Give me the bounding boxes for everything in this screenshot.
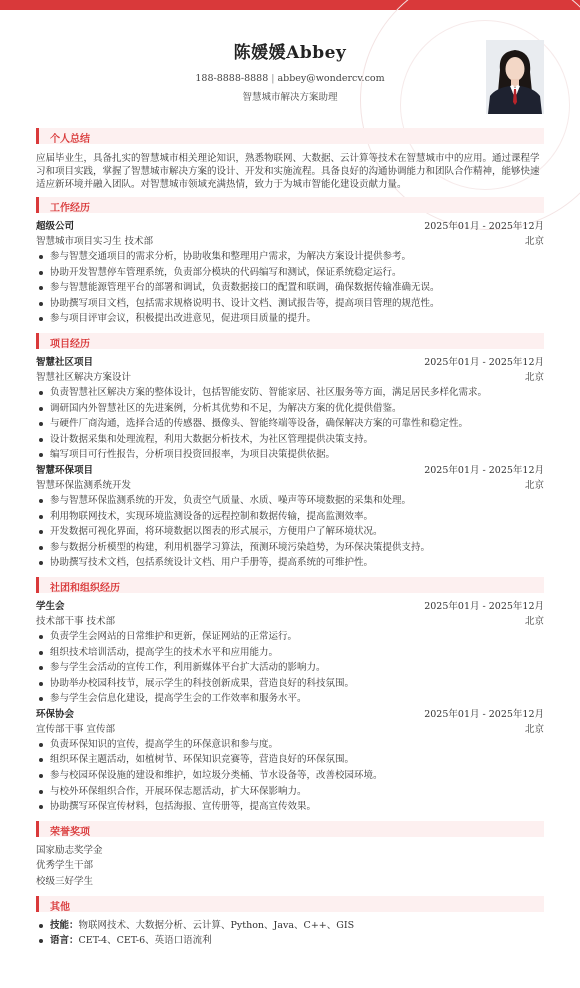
list-item: 组织环保主题活动，如植树节、环保知识竞赛等，营造良好的环保氛围。 — [36, 752, 544, 768]
list-item: 组织技术培训活动，提高学生的技术水平和应用能力。 — [36, 645, 544, 661]
list-item: 负责智慧社区解决方案的整体设计，包括智能安防、智能家居、社区服务等方面，满足居民多样化需求。 — [36, 385, 544, 401]
role: 智慧环保监测系统开发 — [36, 479, 132, 491]
award-item: 校级三好学生 — [36, 876, 94, 888]
language-value: CET-4、CET-6、英语口语流利 — [78, 935, 212, 947]
list-item: 利用物联网技术，实现环境监测设备的远程控制和数据传输，提高监测效率。 — [36, 509, 544, 525]
entry-subheader — [36, 722, 544, 737]
location: 北京 — [524, 723, 544, 735]
project-entry — [36, 463, 544, 571]
location: 北京 — [524, 479, 544, 491]
phone-number: 188-8888-8888 — [195, 73, 269, 84]
organization: 环保协会 — [36, 708, 75, 720]
other-list — [36, 918, 544, 949]
list-item: 参与校园环保设施的建设和维护，如垃圾分类桶、节水设备等，改善校园环境。 — [36, 768, 544, 784]
language-item — [36, 933, 544, 949]
role: 智慧城市项目实习生 技术部 — [36, 236, 154, 247]
skills-label: 技能： — [50, 919, 79, 931]
entry-header — [36, 463, 544, 478]
bullet-list — [36, 249, 544, 327]
bullet-list — [36, 493, 544, 571]
job-title: 智慧城市解决方案助理 — [242, 92, 338, 103]
role: 技术部干事 技术部 — [36, 615, 116, 627]
avatar-photo-icon — [486, 40, 544, 114]
bullet-list — [36, 629, 544, 707]
section-title: 其他 — [50, 901, 70, 913]
list-item: 协助举办校园科技节，展示学生的科技创新成果，营造良好的科技氛围。 — [36, 676, 544, 692]
email-address: abbey@wondercv.com — [277, 73, 385, 84]
contact-separator: | — [271, 73, 275, 84]
award-item: 优秀学生干部 — [36, 860, 94, 872]
list-item: 参与数据分析模型的构建，利用机器学习算法，预测环境污染趋势，为环保决策提供支持。 — [36, 540, 544, 556]
location: 北京 — [524, 615, 544, 627]
skills-item — [36, 918, 544, 934]
award-item: 国家励志奖学金 — [36, 844, 103, 856]
location: 北京 — [524, 236, 544, 247]
section-title: 荣誉奖项 — [50, 826, 90, 838]
entry-subheader — [36, 234, 544, 249]
date-range: 2025年01月 - 2025年12月 — [424, 600, 544, 612]
list-item: 参与学生会活动的宣传工作，利用新媒体平台扩大活动的影响力。 — [36, 660, 544, 676]
list-item: 与校外环保组织合作，开展环保志愿活动，扩大环保影响力。 — [36, 784, 544, 800]
section-title: 项目经历 — [50, 338, 90, 350]
list-item: 调研国内外智慧社区的先进案例，分析其优势和不足，为解决方案的优化提供借鉴。 — [36, 401, 544, 417]
bullet-list — [36, 737, 544, 815]
entry-header — [36, 355, 544, 370]
list-item: 与硬件厂商沟通，选择合适的传感器、摄像头、智能终端等设备，确保解决方案的可靠性和稳定性。 — [36, 416, 544, 432]
list-item: 编写项目可行性报告，分析项目投资回报率，为项目决策提供依据。 — [36, 447, 544, 463]
section-header-activities — [36, 577, 544, 593]
organization: 智慧环保项目 — [36, 464, 94, 476]
list-item: 参与智慧环保监测系统的开发，负责空气质量、水质、噪声等环境数据的采集和处理。 — [36, 493, 544, 509]
section-title: 工作经历 — [50, 203, 90, 214]
section-header-work — [36, 197, 544, 213]
date-range: 2025年01月 - 2025年12月 — [424, 708, 544, 720]
activity-entry — [36, 707, 544, 815]
list-item: 负责环保知识的宣传，提高学生的环保意识和参与度。 — [36, 737, 544, 753]
awards-list — [36, 843, 544, 890]
list-item: 协助撰写环保宣传材料，包括海报、宣传册等，提高宣传效果。 — [36, 799, 544, 815]
entry-subheader — [36, 370, 544, 385]
skills-value: 物联网技术、大数据分析、云计算、Python、Java、C++、GIS — [78, 919, 355, 931]
entry-header — [36, 219, 544, 234]
date-range: 2025年01月 - 2025年12月 — [424, 356, 544, 368]
section-header-projects — [36, 333, 544, 349]
resume-body — [36, 124, 544, 949]
entry-subheader — [36, 614, 544, 629]
project-entry — [36, 355, 544, 463]
list-item: 参与智慧交通项目的需求分析，协助收集和整理用户需求，为解决方案设计提供参考。 — [36, 249, 544, 265]
summary-text: 应届毕业生，具备扎实的智慧城市相关理论知识，熟悉物联网、大数据、云计算等技术在智慧城市中的应用。通过课程学习和项目实践，掌握了智慧城市解决方案的设计、开发和实施流程。具备良好的沟通协调能力和团队合作精神，能够快速适应新环境并融入团队。对智慧城市领域充满热情，致力于为城市智能化建设贡献力量。 — [36, 153, 540, 190]
section-title: 个人总结 — [50, 134, 90, 145]
organization: 学生会 — [36, 600, 65, 612]
list-item: 参与项目评审会议，积极提出改进意见，促进项目质量的提升。 — [36, 311, 544, 327]
list-item: 协助撰写项目文档，包括需求规格说明书、设计文档、测试报告等，提高项目管理的规范性。 — [36, 296, 544, 312]
avatar — [486, 40, 544, 114]
entry-subheader — [36, 478, 544, 493]
organization: 智慧社区项目 — [36, 356, 94, 368]
entry-header — [36, 707, 544, 722]
section-title: 社团和组织经历 — [50, 582, 120, 594]
section-header-summary — [36, 128, 544, 144]
role: 智慧社区解决方案设计 — [36, 371, 132, 383]
activity-entry — [36, 599, 544, 707]
entry-header — [36, 599, 544, 614]
date-range: 2025年01月 - 2025年12月 — [424, 464, 544, 476]
list-item: 参与智慧能源管理平台的部署和调试，负责数据接口的配置和联调，确保数据传输准确无误。 — [36, 280, 544, 296]
list-item: 协助开发智慧停车管理系统，负责部分模块的代码编写和测试，保证系统稳定运行。 — [36, 265, 544, 281]
list-item: 负责学生会网站的日常维护和更新，保证网站的正常运行。 — [36, 629, 544, 645]
list-item: 协助撰写技术文档，包括系统设计文档、用户手册等，提高系统的可维护性。 — [36, 555, 544, 571]
list-item: 开发数据可视化界面，将环境数据以图表的形式展示，方便用户了解环境状况。 — [36, 524, 544, 540]
candidate-name: 陈媛媛Abbey — [233, 43, 347, 63]
organization: 超级公司 — [36, 221, 75, 232]
date-range: 2025年01月 - 2025年12月 — [424, 221, 544, 232]
language-label: 语言： — [50, 935, 79, 947]
list-item: 参与学生会信息化建设，提高学生会的工作效率和服务水平。 — [36, 691, 544, 707]
location: 北京 — [524, 371, 544, 383]
bullet-list — [36, 385, 544, 463]
section-header-other — [36, 896, 544, 912]
section-header-awards — [36, 821, 544, 837]
role: 宣传部干事 宣传部 — [36, 723, 116, 735]
work-entry — [36, 219, 544, 327]
list-item: 设计数据采集和处理流程，利用大数据分析技术，为社区管理提供决策支持。 — [36, 432, 544, 448]
